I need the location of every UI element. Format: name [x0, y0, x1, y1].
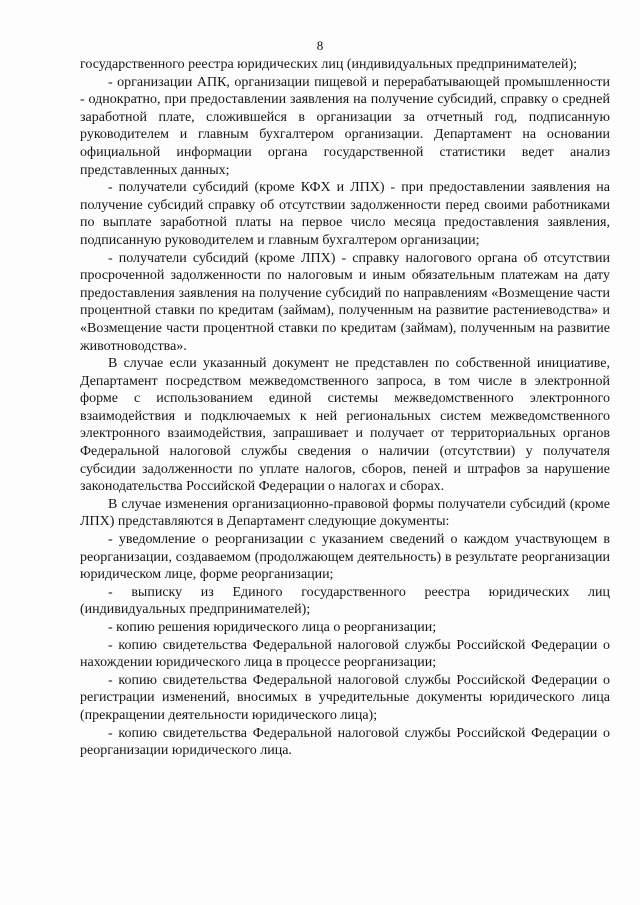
- paragraph: - копию свидетельства Федеральной налоговой службы Российской Федерации о реорганизации юридического лица.: [80, 725, 610, 759]
- paragraph: В случае если указанный документ не представлен по собственной инициативе, Департамент посредством межведомственного запроса, в том числе в электронной форме с использованием единой системы межведомственного электронного взаимодействия и подключаемых к ней региональных систем межведомственного электронного взаимодействия, запрашивает и получает от территориальных органов Федеральной налоговой службы сведения о наличии (отсутствии) у получателя субсидии задолженности по уплате налогов, сборов, пеней и штрафов за нарушение законодательства Российской Федерации о налогах и сборах.: [80, 356, 610, 495]
- paragraph: - организации АПК, организации пищевой и перерабатывающей промышленности - однократно, при предоставлении заявления на получение субсидий, справку о средней заработной плате, сложившейся в организации за отчетный год, подписанную руководителем и главным бухгалтером организации. Департамент на основании официальной информации органа государственной статистики ведет анализ представленных данных;: [80, 74, 610, 178]
- page-number: 8: [316, 38, 324, 53]
- paragraph: - копию решения юридического лица о реорганизации;: [108, 620, 437, 635]
- paragraph: государственного реестра юридических лиц (индивидуальных предпринимателей);: [80, 57, 578, 72]
- paragraph: - выписку из Единого государственного реестра юридических лиц (индивидуальных предпринимателей);: [80, 584, 610, 618]
- paragraph: - копию свидетельства Федеральной налоговой службы Российской Федерации о регистрации изменений, вносимых в учредительные документы юридического лица (прекращении деятельности юридического лица);: [80, 672, 610, 723]
- paragraph: - получатели субсидий (кроме КФХ и ЛПХ) - при предоставлении заявления на получение субсидий справку об отсутствии задолженности перед своими работниками по выплате заработной платы на первое число месяца предоставления заявления, подписанную руководителем и главным бухгалтером организации;: [80, 180, 610, 248]
- body-text: [80, 56, 610, 760]
- paragraph: - уведомление о реорганизации с указанием сведений о каждом участвующем в реорганизации, создаваемом (продолжающем деятельность) в результате реорганизации юридическом лице, форме реорганизации;: [80, 532, 610, 583]
- paragraph: - копию свидетельства Федеральной налоговой службы Российской Федерации о нахождении юридического лица в процессе реорганизации;: [80, 637, 610, 671]
- paragraph: - получатели субсидий (кроме ЛПХ) - справку налогового органа об отсутствии просроченной задолженности по налоговым и иным обязательным платежам на дату предоставления заявления на получение субсидий по направлениям «Возмещение части процентной ставки по кредитам (займам), полученным на развитие растениеводства» и «Возмещение части процентной ставки по кредитам (займам), полученным на развитие животноводства».: [80, 250, 610, 354]
- paragraph: В случае изменения организационно-правовой формы получатели субсидий (кроме ЛПХ) представляются в Департамент следующие документы:: [80, 496, 610, 530]
